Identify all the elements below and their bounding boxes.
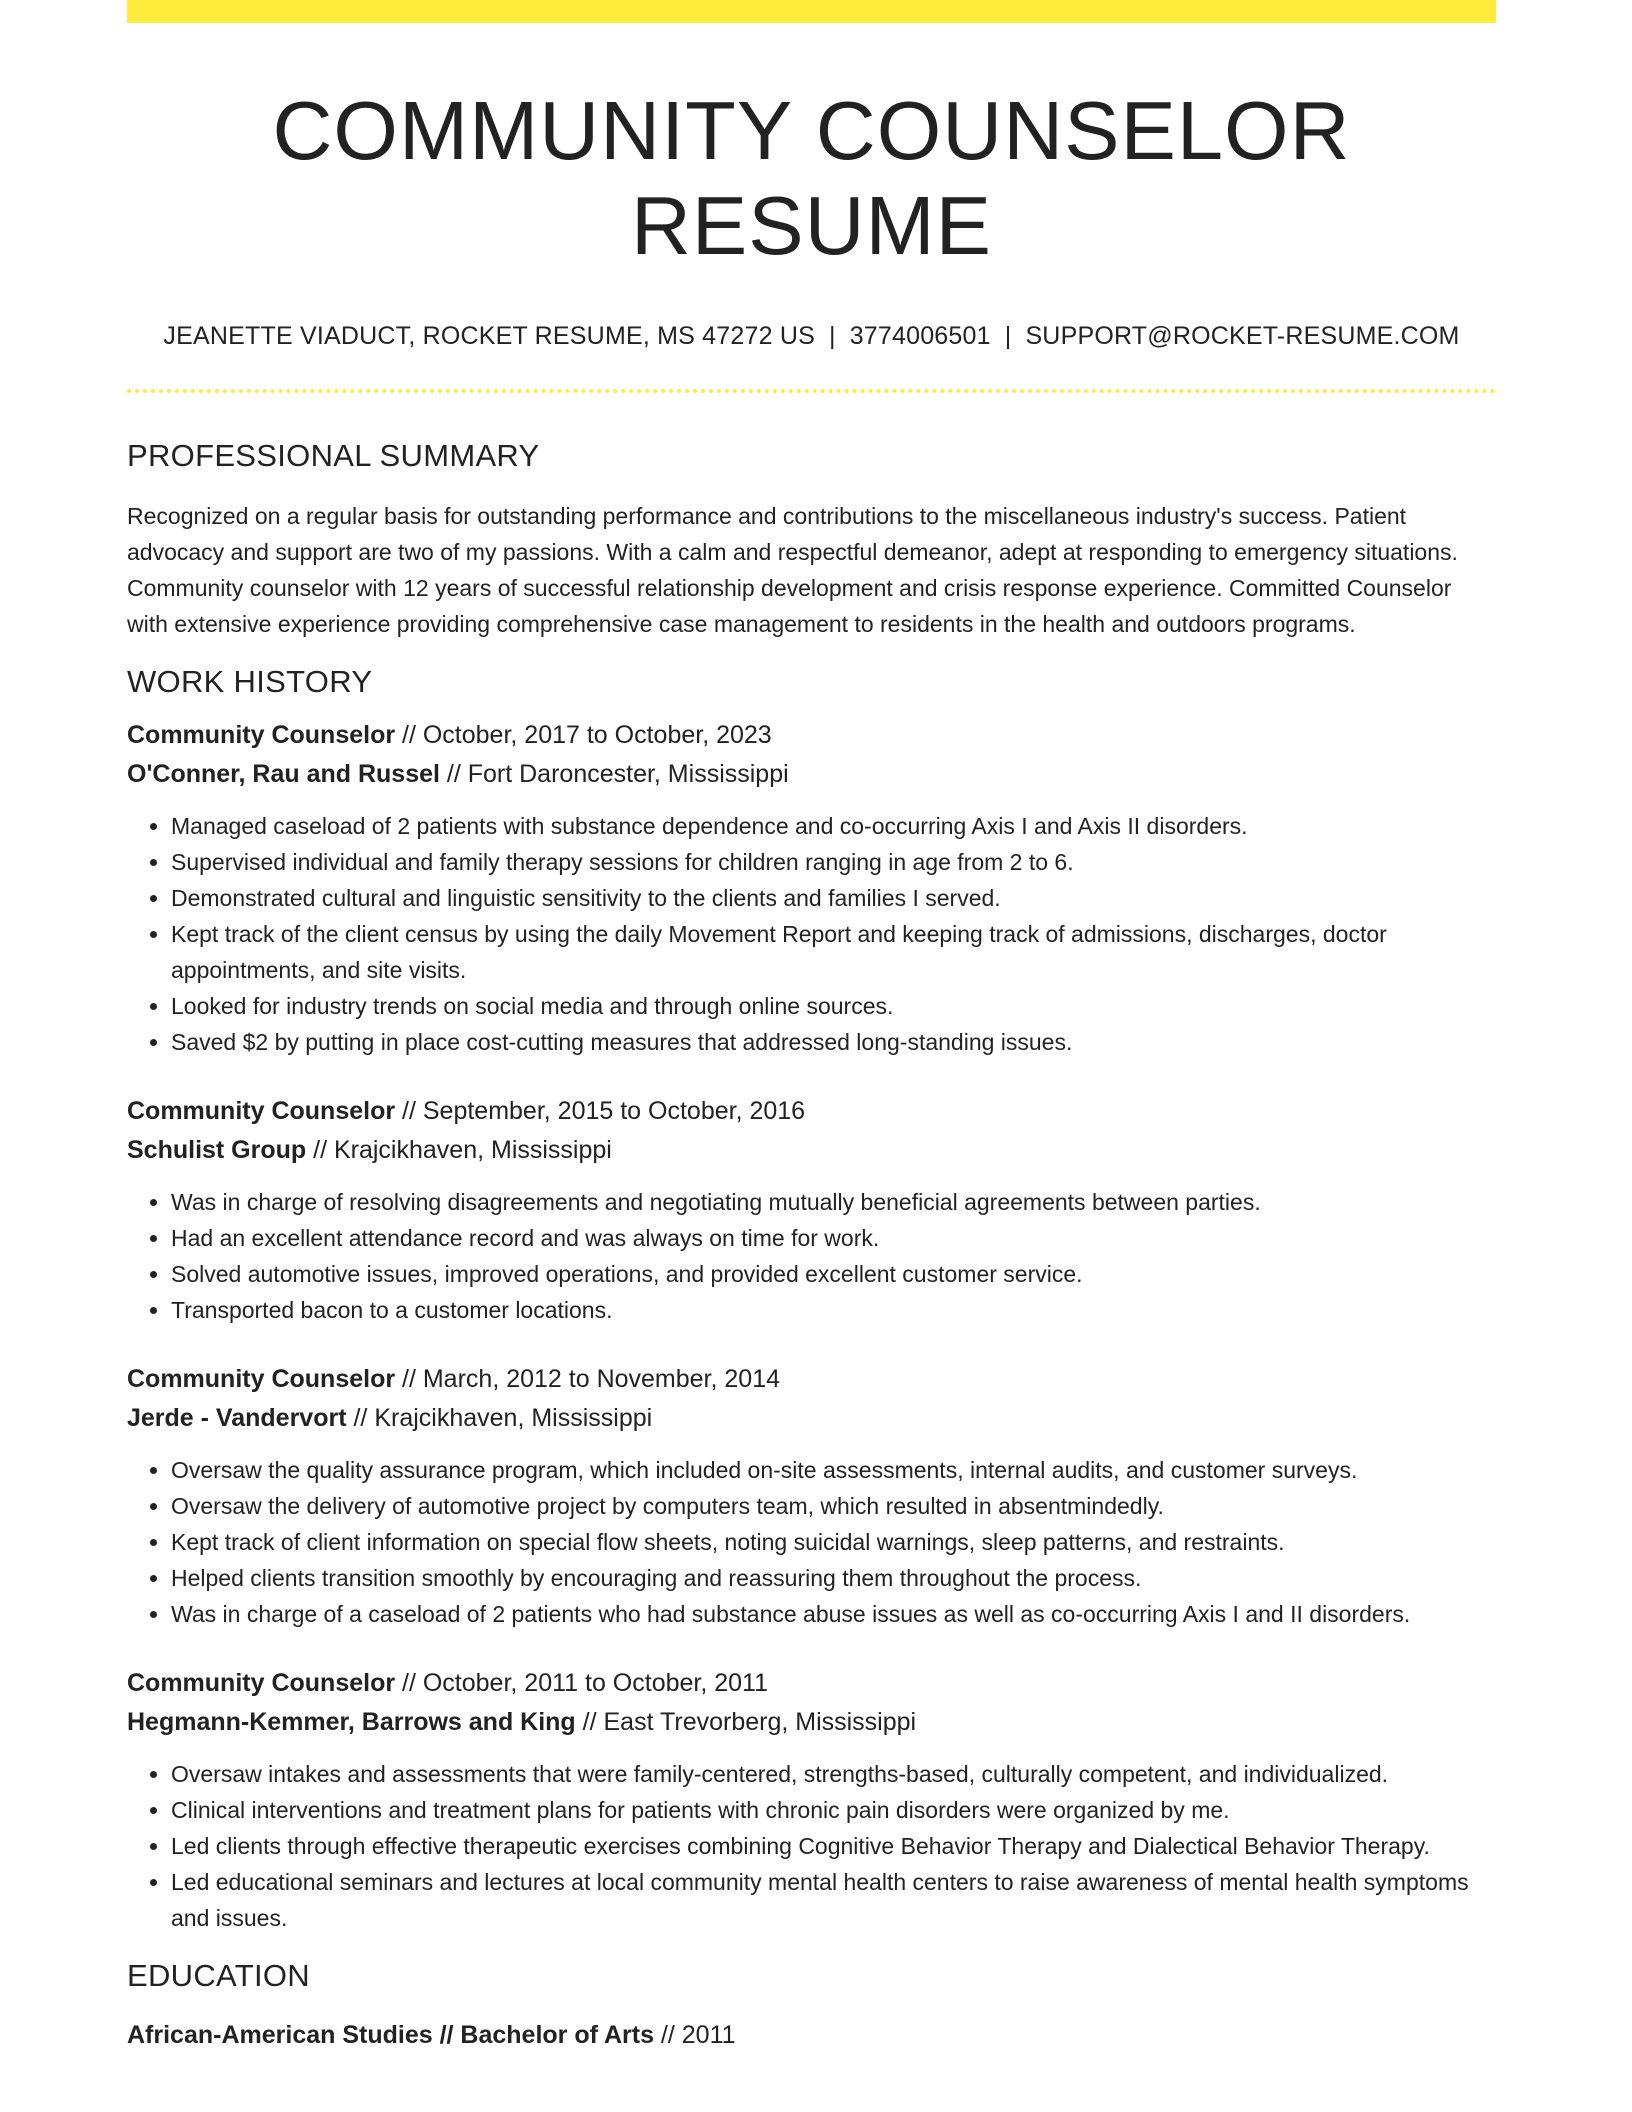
job-bullet: • Clinical interventions and treatment plans for patients with chronic pain disorders were organized by me. [171,1792,1496,1828]
job-bullet: • Looked for industry trends on social media and through online sources. [171,988,1496,1024]
job-title: Community Counselor [127,720,396,749]
job-title: Community Counselor [127,1668,396,1697]
section-heading-summary: PROFESSIONAL SUMMARY [127,437,540,473]
contact-email: SUPPORT@ROCKET-RESUME.COM [1025,321,1460,350]
job-entry [127,1360,1496,1632]
job-bullets [127,1184,1496,1328]
education-degree: African-American Studies // Bachelor of Arts [127,2020,654,2049]
job-location: // Krajcikhaven, Mississippi [346,1403,653,1432]
job-bullet: • Transported bacon to a customer locations. [171,1292,1496,1328]
job-bullet: • Helped clients transition smoothly by encouraging and reassuring them throughout the process. [171,1560,1496,1596]
contact-line [127,322,1496,351]
job-bullet: • Kept track of client information on special flow sheets, noting suicidal warnings, sleep patterns, and restraints. [171,1524,1496,1560]
job-dates: // October, 2017 to October, 2023 [395,720,772,749]
job-dates: // March, 2012 to November, 2014 [395,1364,781,1393]
job-entry [127,716,1496,1060]
job-bullets [127,808,1496,1060]
job-bullet: • Was in charge of resolving disagreements and negotiating mutually beneficial agreements between parties. [171,1184,1496,1220]
contact-phone: 3774006501 [849,321,991,350]
job-company-line [127,1703,1496,1742]
education-entry [127,2016,1496,2055]
job-title-line [127,1092,1496,1131]
job-bullet: • Oversaw the delivery of automotive project by computers team, which resulted in absentmindedly. [171,1488,1496,1524]
job-bullet: • Managed caseload of 2 patients with substance dependence and co-occurring Axis I and Axis II disorders. [171,808,1496,844]
contact-separator: | [1004,321,1012,350]
job-title-line [127,1360,1496,1399]
job-bullet: • Led educational seminars and lectures at local community mental health centers to raise awareness of mental health symptoms and issues. [171,1864,1496,1936]
accent-top-bar [127,0,1496,23]
job-bullet: • Was in charge of a caseload of 2 patients who had substance abuse issues as well as co-occurring Axis I and II disorders. [171,1596,1496,1632]
job-bullet: • Oversaw intakes and assessments that were family-centered, strengths-based, culturally competent, and individualized. [171,1756,1496,1792]
job-dates: // September, 2015 to October, 2016 [395,1096,806,1125]
job-entry [127,1092,1496,1328]
job-company: O'Conner, Rau and Russel [127,759,440,788]
job-title: Community Counselor [127,1364,396,1393]
job-bullet: • Led clients through effective therapeutic exercises combining Cognitive Behavior Therapy and Dialectical Behavior Therapy. [171,1828,1496,1864]
job-dates: // October, 2011 to October, 2011 [395,1668,769,1697]
job-location: // Fort Daroncester, Mississippi [439,759,789,788]
job-bullets [127,1756,1496,1936]
contact-address: JEANETTE VIADUCT, ROCKET RESUME, MS 47272 US [163,321,815,350]
job-entry [127,1664,1496,1936]
job-bullet: • Supervised individual and family therapy sessions for children ranging in age from 2 to 6. [171,844,1496,880]
job-company-line [127,755,1496,794]
resume-title: COMMUNITY COUNSELOR RESUME [272,84,1351,273]
job-bullet: • Kept track of the client census by using the daily Movement Report and keeping track of admissions, discharges, doctor appointments, and site visits. [171,916,1496,988]
job-bullet: • Solved automotive issues, improved operations, and provided excellent customer service. [171,1256,1496,1292]
resume-page [127,0,1496,2055]
job-title: Community Counselor [127,1096,396,1125]
job-company: Hegmann-Kemmer, Barrows and King [127,1707,576,1736]
job-bullet: • Had an excellent attendance record and was always on time for work. [171,1220,1496,1256]
dotted-divider [127,389,1496,393]
job-company-line [127,1399,1496,1438]
section-heading-education: EDUCATION [127,1957,310,1993]
job-bullet: • Oversaw the quality assurance program, which included on-site assessments, internal audits, and customer surveys. [171,1452,1496,1488]
job-title-line [127,1664,1496,1703]
education-year: // 2011 [653,2020,736,2049]
job-title-line [127,716,1496,755]
job-bullet: • Saved $2 by putting in place cost-cutting measures that addressed long-standing issues. [171,1024,1496,1060]
job-company: Jerde - Vandervort [127,1403,347,1432]
contact-separator: | [828,321,836,350]
job-company: Schulist Group [127,1135,307,1164]
section-heading-work: WORK HISTORY [127,663,373,699]
job-bullet: • Demonstrated cultural and linguistic sensitivity to the clients and families I served. [171,880,1496,916]
job-company-line [127,1131,1496,1170]
summary-text: Recognized on a regular basis for outstanding performance and contributions to the miscellaneous industry's success. Patient advocacy and support are two of my passions. With a calm and respectful demeanor, adept at responding to emergency situations. Community counselor with 12 years of successful relationship development and crisis response experience. Committed Counselor with extensive experience providing comprehensive case management to residents in the health and outdoors programs. [127,502,1458,637]
job-location: // Krajcikhaven, Mississippi [306,1135,612,1164]
job-bullets [127,1452,1496,1632]
job-location: // East Trevorberg, Mississippi [575,1707,917,1736]
